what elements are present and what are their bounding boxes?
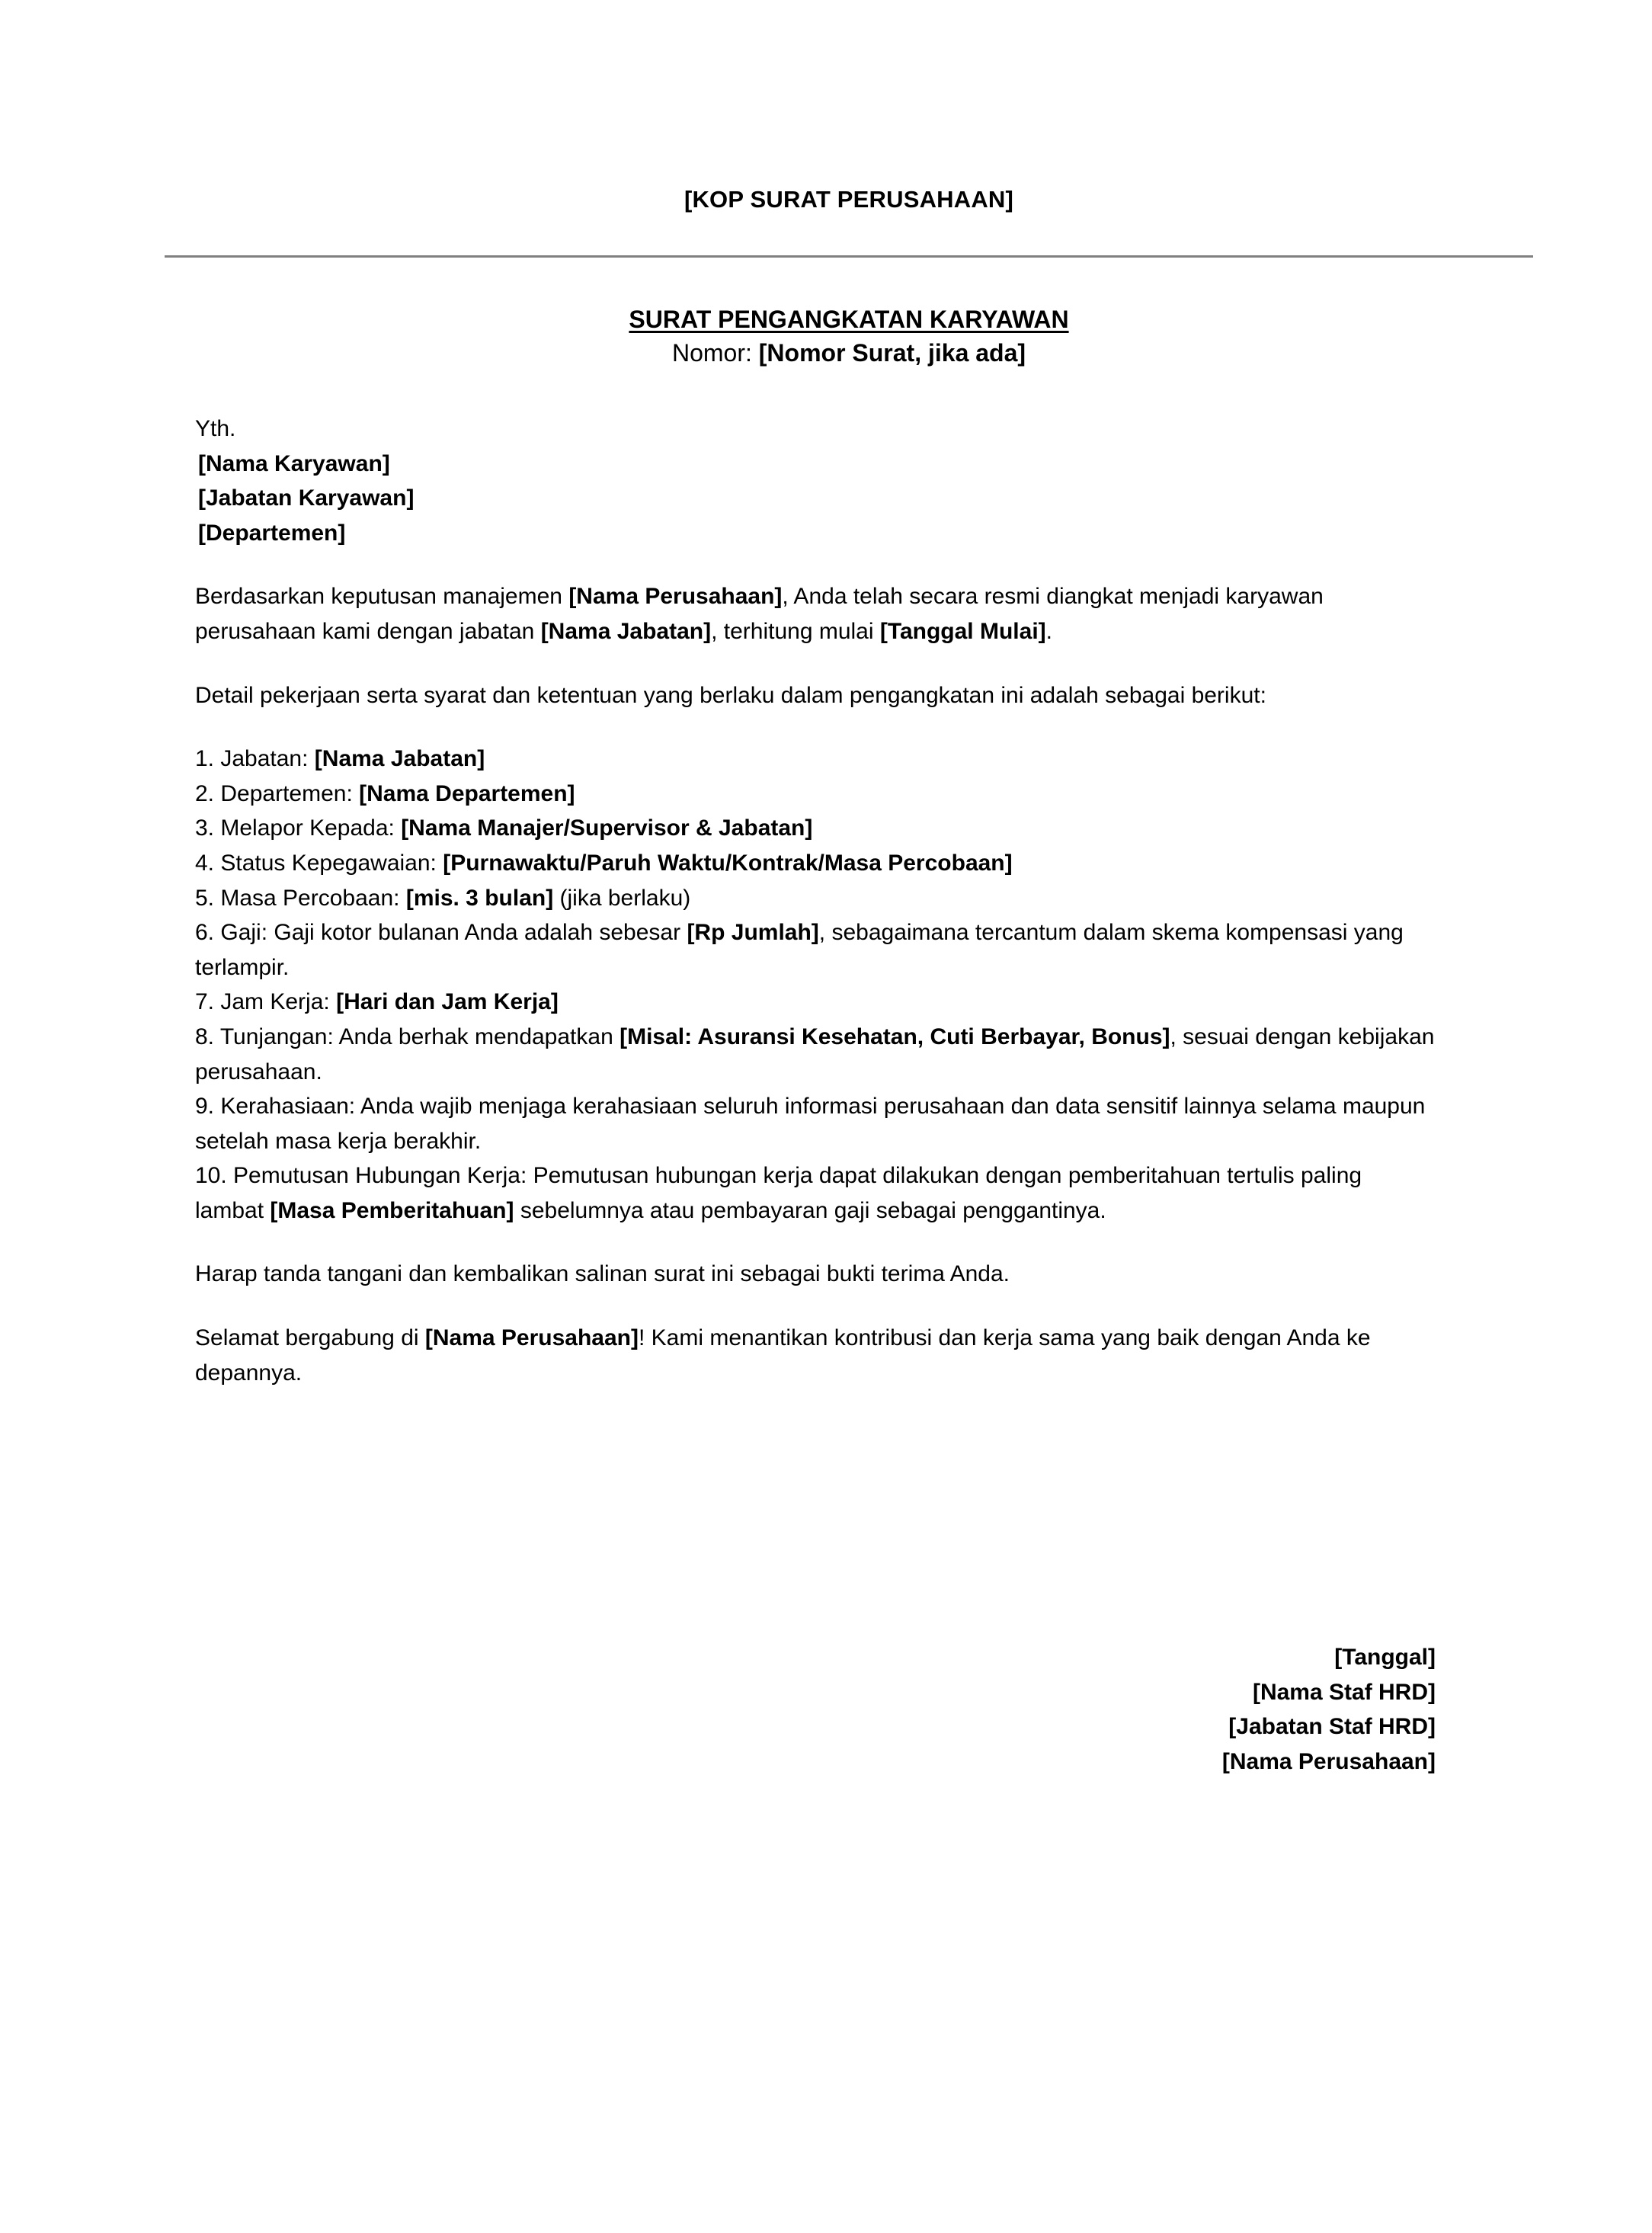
intro-text-3: , terhitung mulai xyxy=(711,618,880,644)
terms-item-suffix: , sebagaimana tercantum dalam skema kompensasi yang terlampir. xyxy=(195,920,1404,980)
header-divider xyxy=(165,255,1533,258)
terms-item-placeholder: [mis. 3 bulan] xyxy=(405,885,554,911)
terms-item-prefix: 9. Kerahasiaan: Anda wajib menjaga kerahasiaan seluruh informasi perusahaan dan data sensitif lainnya selama maupun setelah masa kerja berakhir. xyxy=(195,1094,1426,1154)
signature-company: [Nama Perusahaan] xyxy=(1221,1748,1436,1774)
letter-body xyxy=(195,412,1436,1390)
intro-text-4: . xyxy=(1045,618,1052,644)
terms-item xyxy=(195,985,1436,1020)
intro-text-2: , Anda telah secara resmi diangkat menjadi karyawan perusahaan kami dengan jabatan xyxy=(195,584,1324,644)
terms-item-suffix: (jika berlaku) xyxy=(553,885,691,911)
recipient-position: [Jabatan Karyawan] xyxy=(198,485,415,511)
terms-item-prefix: 6. Gaji: Gaji kotor bulanan Anda adalah sebesar xyxy=(195,920,687,946)
terms-item-suffix: , sesuai dengan kebijakan perusahaan. xyxy=(195,1024,1435,1084)
company-letterhead: [KOP SURAT PERUSAHAAN] xyxy=(684,186,1014,213)
terms-item-placeholder: [Nama Departemen] xyxy=(359,780,575,806)
terms-item xyxy=(195,846,1436,881)
terms-item xyxy=(195,742,1436,777)
document-title: SURAT PENGANGKATAN KARYAWAN xyxy=(629,306,1069,333)
document-number-label: Nomor: xyxy=(671,339,759,367)
intro-startdate-placeholder: [Tanggal Mulai] xyxy=(879,618,1046,644)
terms-list xyxy=(195,713,1436,1228)
terms-item-prefix: 3. Melapor Kepada: xyxy=(195,815,402,841)
document-number-line xyxy=(165,337,1533,370)
signature-block xyxy=(195,1640,1436,1779)
intro-paragraph xyxy=(195,550,1436,649)
terms-item-placeholder: [Misal: Asuransi Kesehatan, Cuti Berbayar, Bonus] xyxy=(620,1024,1170,1049)
recipient-block xyxy=(195,447,1436,551)
terms-item xyxy=(195,1020,1436,1089)
terms-item-prefix: 1. Jabatan: xyxy=(195,746,315,772)
terms-item xyxy=(195,881,1436,916)
intro-position-placeholder: [Nama Jabatan] xyxy=(540,618,712,644)
salutation: Yth. xyxy=(195,416,236,441)
terms-item-placeholder: [Masa Pemberitahuan] xyxy=(270,1197,514,1223)
terms-item xyxy=(195,777,1436,812)
terms-item xyxy=(195,1158,1436,1228)
terms-item-prefix: 5. Masa Percobaan: xyxy=(195,885,406,911)
closing-paragraph-welcome xyxy=(195,1292,1436,1390)
document-title-block xyxy=(165,303,1533,370)
terms-item xyxy=(195,1089,1436,1158)
terms-item-prefix: 8. Tunjangan: Anda berhak mendapatkan xyxy=(195,1024,620,1049)
terms-item-prefix: 10. Pemutusan Hubungan Kerja: Pemutusan hubungan kerja dapat dilakukan dengan pemberitahuan tertulis paling lambat xyxy=(195,1163,1362,1223)
document-number-value: [Nomor Surat, jika ada] xyxy=(758,339,1026,367)
terms-item-placeholder: [Hari dan Jam Kerja] xyxy=(336,989,559,1015)
terms-lead-in-paragraph: Detail pekerjaan serta syarat dan ketentuan yang berlaku dalam pengangkatan ini adalah sebagai berikut: xyxy=(195,682,1266,708)
terms-item-placeholder: [Purnawaktu/Paruh Waktu/Kontrak/Masa Percobaan] xyxy=(443,850,1013,876)
terms-item-placeholder: [Nama Jabatan] xyxy=(314,746,485,772)
signature-date: [Tanggal] xyxy=(1334,1645,1436,1670)
recipient-department: [Departemen] xyxy=(198,520,346,546)
terms-item-suffix: sebelumnya atau pembayaran gaji sebagai penggantinya. xyxy=(514,1197,1106,1223)
terms-item-placeholder: [Nama Manajer/Supervisor & Jabatan] xyxy=(401,815,813,841)
intro-company-placeholder: [Nama Perusahaan] xyxy=(568,584,783,610)
intro-text-1: Berdasarkan keputusan manajemen xyxy=(195,584,569,610)
terms-item-prefix: 2. Departemen: xyxy=(195,780,360,806)
welcome-text-2: ! Kami menantikan kontribusi dan kerja sama yang baik dengan Anda ke depannya. xyxy=(195,1325,1371,1386)
recipient-name: [Nama Karyawan] xyxy=(198,450,390,476)
welcome-company-placeholder: [Nama Perusahaan] xyxy=(424,1325,639,1351)
welcome-text-1: Selamat bergabung di xyxy=(195,1325,425,1351)
terms-item-prefix: 7. Jam Kerja: xyxy=(195,989,337,1015)
terms-item xyxy=(195,915,1436,985)
terms-item-prefix: 4. Status Kepegawaian: xyxy=(195,850,443,876)
signature-hr-name: [Nama Staf HRD] xyxy=(1252,1679,1436,1705)
closing-paragraph-acknowledgement: Harap tanda tangani dan kembalikan salinan surat ini sebagai bukti terima Anda. xyxy=(195,1261,1010,1287)
terms-item-placeholder: [Rp Jumlah] xyxy=(687,920,819,946)
terms-item xyxy=(195,811,1436,846)
signature-hr-position: [Jabatan Staf HRD] xyxy=(1228,1714,1436,1740)
